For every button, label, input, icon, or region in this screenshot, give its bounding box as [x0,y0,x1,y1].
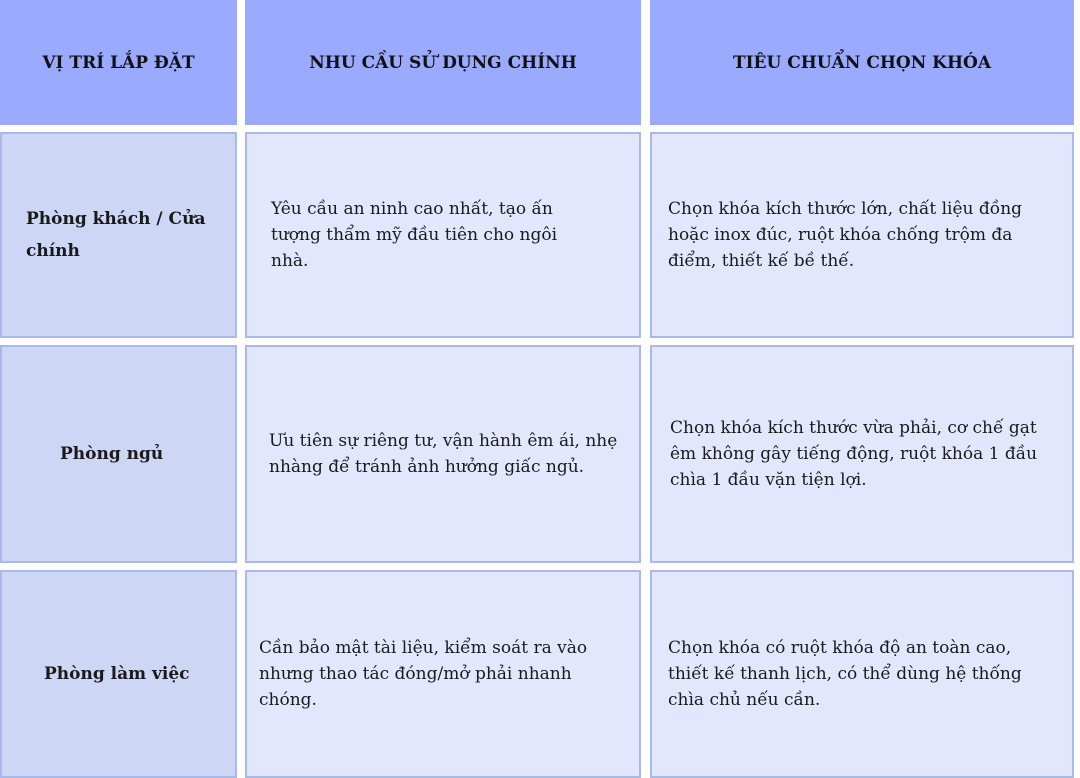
header-location [0,0,237,125]
header-needs-label: NHU CẦU SỬ DỤNG CHÍNH [309,52,577,73]
location-label: Phòng làm việc [44,664,190,684]
header-criteria-label: TIÊU CHUẨN CHỌN KHÓA [732,52,992,73]
needs-cell-bedroom [245,345,641,563]
needs-text: Yêu cầu an ninh cao nhất, tạo ấn tượng thẩm mỹ đầu tiên cho ngôi nhà. [271,199,558,271]
needs-text: Ưu tiên sự riêng tư, vận hành êm ái, nhẹ nhàng để tránh ảnh hưởng giấc ngủ. [269,431,618,477]
criteria-text: Chọn khóa có ruột khóa độ an toàn cao, thiết kế thanh lịch, có thể dùng hệ thống chìa chủ nếu cần. [668,638,1022,710]
needs-cell-living-room [245,132,641,338]
location-label: Phòng khách / Cửa chính [26,209,206,261]
criteria-text: Chọn khóa kích thước lớn, chất liệu đồng hoặc inox đúc, ruột khóa chống trộm đa điểm, thiết kế bề thế. [668,199,1023,271]
criteria-cell-living-room [650,132,1074,338]
location-cell-living-room [0,132,237,338]
needs-cell-office [245,570,641,778]
location-label: Phòng ngủ [60,444,164,464]
header-location-label: VỊ TRÍ LẮP ĐẶT [42,52,195,73]
header-needs [245,0,641,125]
needs-text: Cần bảo mật tài liệu, kiểm soát ra vào nhưng thao tác đóng/mở phải nhanh chóng. [259,638,588,710]
criteria-cell-office [650,570,1074,778]
header-criteria [650,0,1074,125]
criteria-cell-bedroom [650,345,1074,563]
location-cell-bedroom [0,345,237,563]
criteria-text: Chọn khóa kích thước vừa phải, cơ chế gạt êm không gây tiếng động, ruột khóa 1 đầu chìa 1 đầu vặn tiện lợi. [670,418,1038,490]
location-cell-office [0,570,237,778]
